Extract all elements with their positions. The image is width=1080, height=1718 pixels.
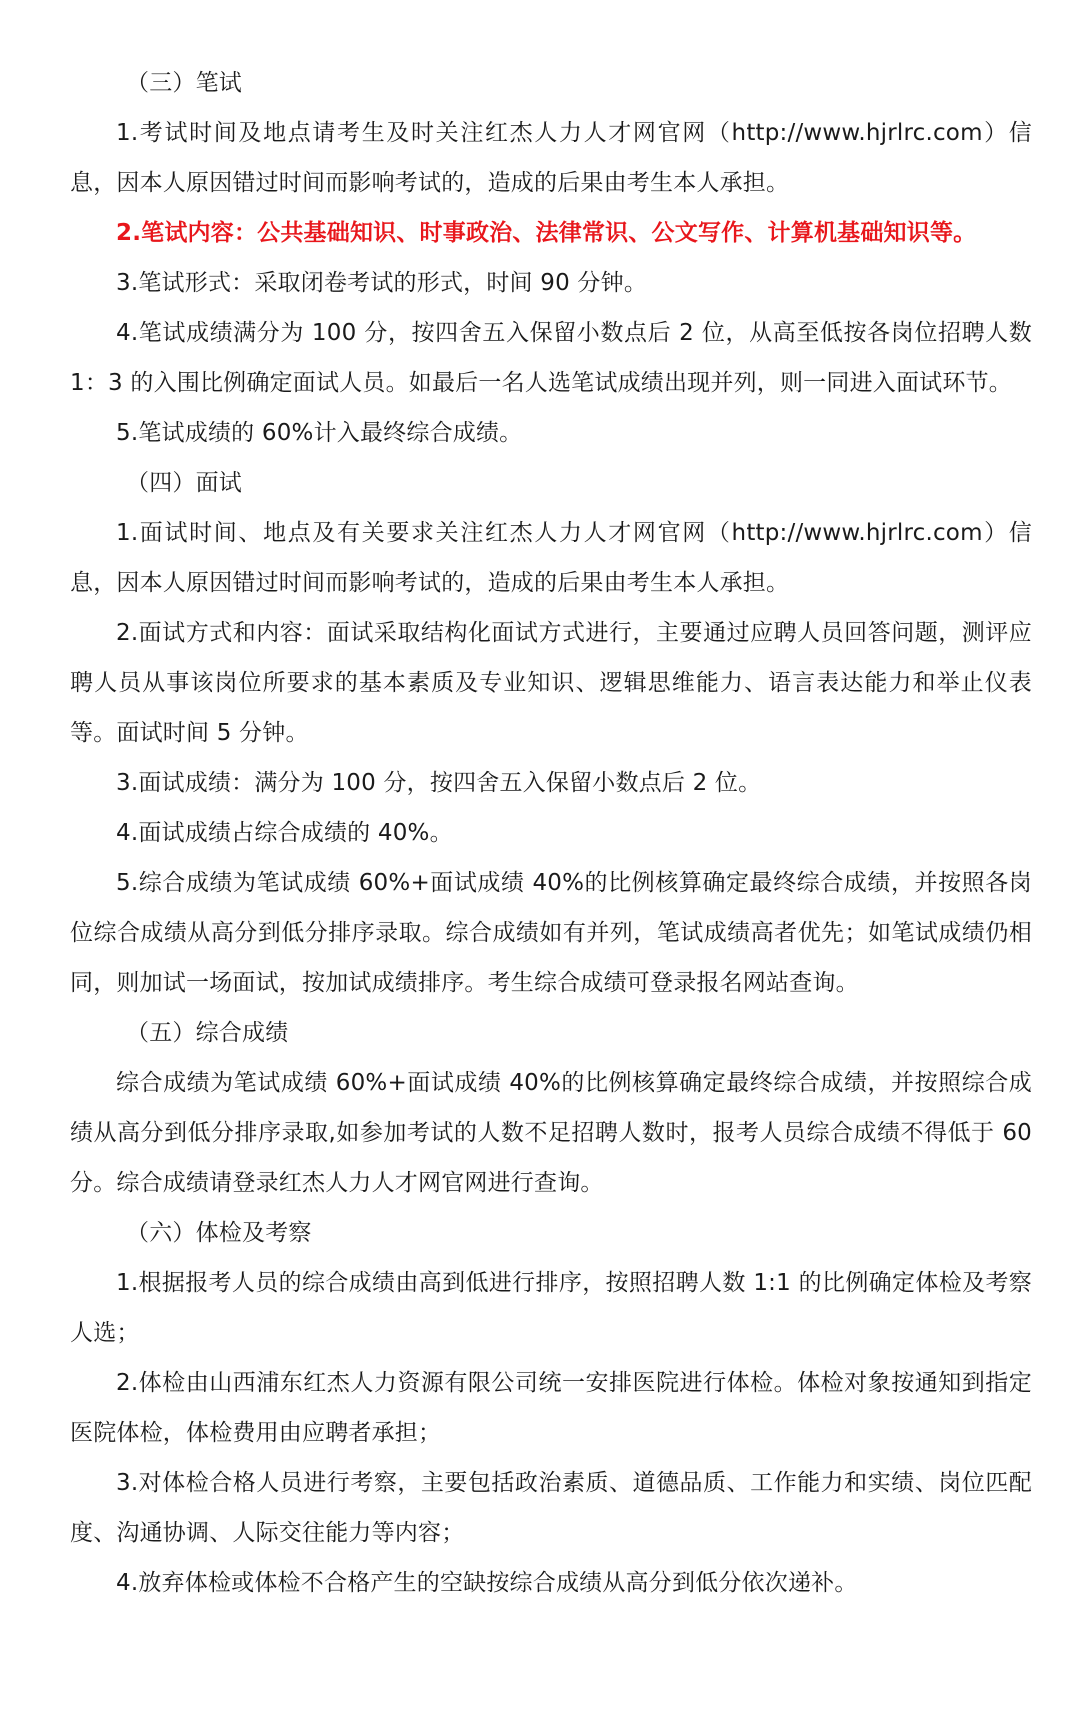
- section-heading-composite-score: （五）综合成绩: [126, 1020, 289, 1046]
- medical-exam-item-2: 2.体检由山西浦东红杰人力资源有限公司统一安排医院进行体检。体检对象按通知到指定医院体检，体检费用由应聘者承担；: [70, 1370, 1032, 1446]
- interview-item-4: 4.面试成绩占综合成绩的 40%。: [116, 820, 453, 846]
- composite-score-text: 综合成绩为笔试成绩 60%+面试成绩 40%的比例核算确定最终综合成绩，并按照综合成绩从高分到低分排序录取,如参加考试的人数不足招聘人数时，报考人员综合成绩不得低于 60 分。综合成绩请登录红杰人力人才网官网进行查询。: [70, 1070, 1032, 1196]
- written-exam-item-3: 3.笔试形式：采取闭卷考试的形式，时间 90 分钟。: [116, 270, 648, 296]
- interview-item-2: 2.面试方式和内容：面试采取结构化面试方式进行，主要通过应聘人员回答问题，测评应聘人员从事该岗位所要求的基本素质及专业知识、逻辑思维能力、语言表达能力和举止仪表等。面试时间 5 分钟。: [70, 620, 1032, 746]
- interview-item-3: 3.面试成绩：满分为 100 分，按四舍五入保留小数点后 2 位。: [116, 770, 762, 796]
- section-heading-interview: （四）面试: [126, 470, 242, 496]
- interview-item-1: 1.面试时间、地点及有关要求关注红杰人力人才网官网（http://www.hjrlrc.com）信息，因本人原因错过时间而影响考试的，造成的后果由考生本人承担。: [70, 520, 1032, 596]
- interview-item-5: 5.综合成绩为笔试成绩 60%+面试成绩 40%的比例核算确定最终综合成绩，并按照各岗位综合成绩从高分到低分排序录取。综合成绩如有并列，笔试成绩高者优先；如笔试成绩仍相同，则加试一场面试，按加试成绩排序。考生综合成绩可登录报名网站查询。: [70, 870, 1032, 996]
- medical-exam-item-1: 1.根据报考人员的综合成绩由高到低进行排序，按照招聘人数 1:1 的比例确定体检及考察人选；: [70, 1270, 1032, 1346]
- section-heading-written-exam: （三）笔试: [126, 70, 242, 96]
- written-exam-item-5: 5.笔试成绩的 60%计入最终综合成绩。: [116, 420, 523, 446]
- medical-exam-item-3: 3.对体检合格人员进行考察，主要包括政治素质、道德品质、工作能力和实绩、岗位匹配度、沟通协调、人际交往能力等内容；: [70, 1470, 1032, 1546]
- written-exam-item-1: 1.考试时间及地点请考生及时关注红杰人力人才网官网（http://www.hjrlrc.com）信息，因本人原因错过时间而影响考试的，造成的后果由考生本人承担。: [70, 120, 1032, 196]
- medical-exam-item-4: 4.放弃体检或体检不合格产生的空缺按综合成绩从高分到低分依次递补。: [116, 1570, 858, 1596]
- section-heading-medical-exam: （六）体检及考察: [126, 1220, 312, 1246]
- written-exam-item-2-highlight: 2.笔试内容：公共基础知识、时事政治、法律常识、公文写作、计算机基础知识等。: [116, 220, 977, 246]
- written-exam-item-4: 4.笔试成绩满分为 100 分，按四舍五入保留小数点后 2 位，从高至低按各岗位招聘人数 1：3 的入围比例确定面试人员。如最后一名人选笔试成绩出现并列，则一同进入面试环节。: [70, 320, 1032, 396]
